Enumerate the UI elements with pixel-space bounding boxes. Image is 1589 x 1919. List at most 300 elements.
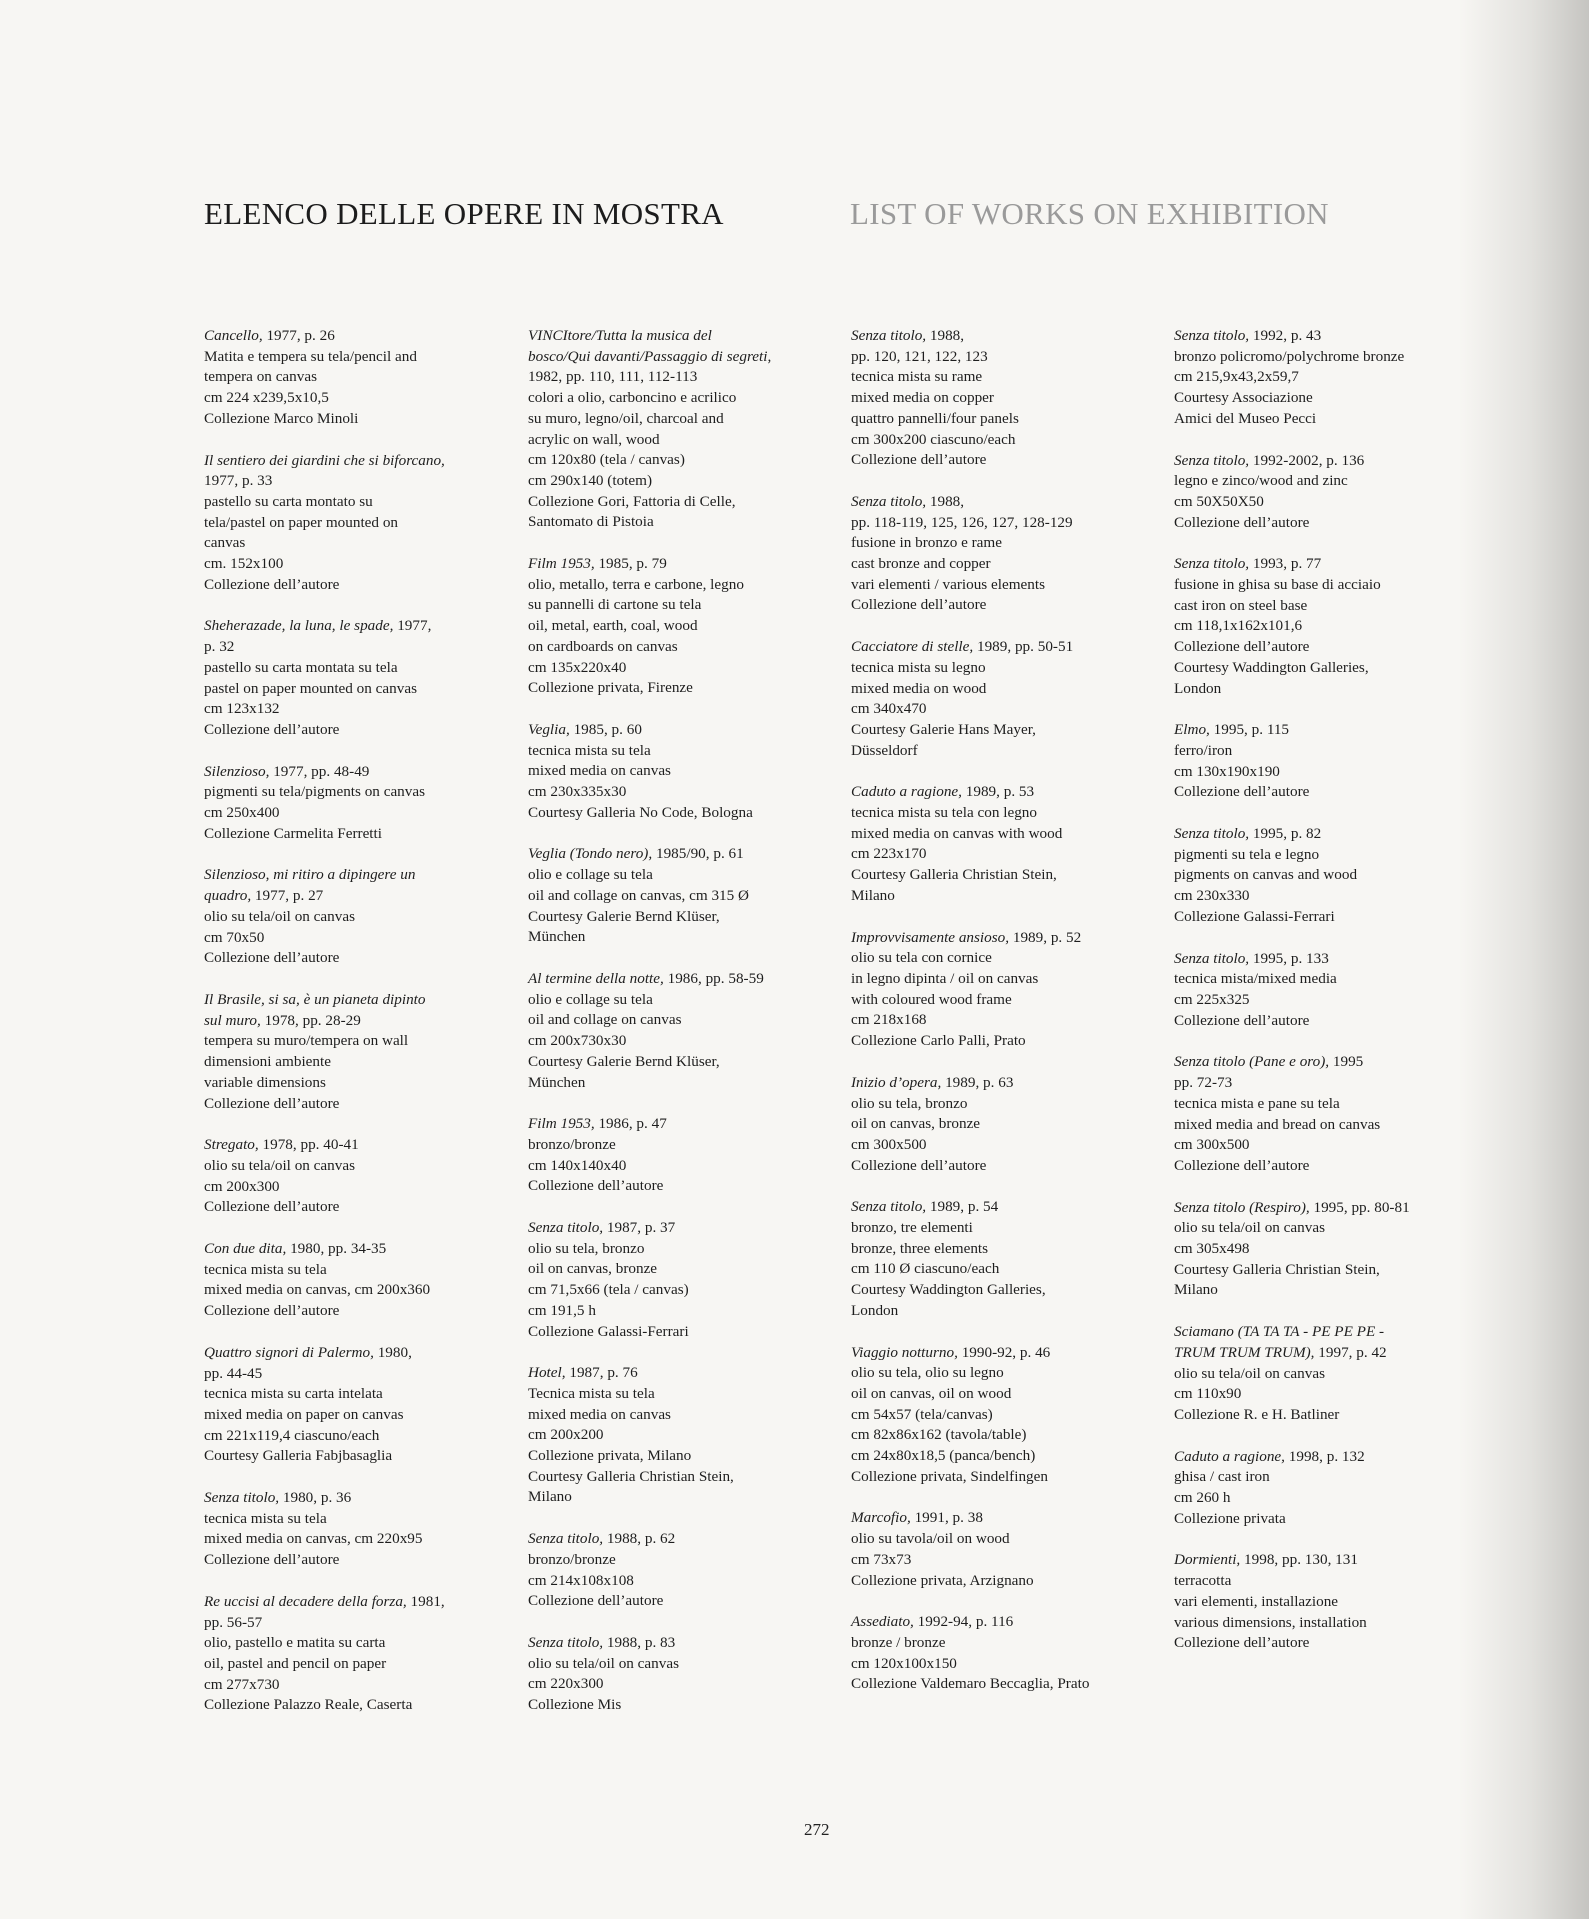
work-detail-line: pigmenti su tela/pigments on canvas bbox=[204, 783, 426, 801]
work-date-pages: 1977, p. 27 bbox=[251, 887, 324, 905]
work-detail-line: cm 110x90 bbox=[1174, 1385, 1242, 1403]
work-entry bbox=[851, 928, 1146, 1052]
work-detail-line: fusione in bronzo e rame bbox=[851, 534, 1002, 552]
work-entry bbox=[528, 720, 823, 824]
work-title: Re uccisi al decadere della forza, bbox=[204, 1592, 407, 1610]
work-detail-line: cm 223x170 bbox=[851, 845, 927, 863]
work-title: Quattro signori di Palermo, bbox=[204, 1343, 374, 1361]
work-title-line bbox=[204, 1613, 499, 1634]
work-date-pages: pp. 56-57 bbox=[204, 1613, 263, 1631]
work-detail-line: ferro/iron bbox=[1174, 741, 1233, 759]
work-entry bbox=[204, 616, 499, 740]
work-title-line bbox=[204, 990, 499, 1011]
work-detail-line: Collezione dell’autore bbox=[1174, 513, 1310, 531]
work-detail-line: pigmenti su tela e legno bbox=[1174, 845, 1320, 863]
work-entry bbox=[204, 326, 499, 430]
work-detail-line: oil on canvas, bronze bbox=[528, 1260, 658, 1278]
work-entry bbox=[528, 326, 823, 533]
work-title-line bbox=[851, 326, 1146, 347]
work-date-pages: 1997, p. 42 bbox=[1314, 1343, 1387, 1361]
work-title: Senza titolo, bbox=[528, 1219, 604, 1237]
work-title-line bbox=[204, 1343, 499, 1364]
work-title-line bbox=[851, 1343, 1146, 1364]
work-title: sul muro, bbox=[204, 1011, 261, 1029]
work-detail-line: Collezione dell’autore bbox=[528, 1177, 664, 1195]
work-detail-line: cast iron on steel base bbox=[1174, 596, 1308, 614]
work-date-pages: 1985, p. 79 bbox=[594, 555, 667, 573]
work-detail-line: oil on canvas, bronze bbox=[851, 1115, 981, 1133]
work-title-line bbox=[1174, 554, 1469, 575]
work-title: Il sentiero dei giardini che si biforcano, bbox=[204, 451, 445, 469]
work-detail-line: Collezione dell’autore bbox=[851, 596, 987, 614]
work-entry bbox=[1174, 824, 1469, 928]
work-title: Dormienti, bbox=[1174, 1551, 1241, 1569]
work-entry bbox=[851, 1073, 1146, 1177]
work-title: Caduto a ragione, bbox=[1174, 1447, 1285, 1465]
work-title: Il Brasile, si sa, è un pianeta dipinto bbox=[204, 990, 426, 1008]
work-date-pages: 1986, p. 47 bbox=[594, 1115, 667, 1133]
work-entry bbox=[204, 865, 499, 969]
work-entry bbox=[204, 1592, 499, 1716]
work-detail-line: Collezione dell’autore bbox=[204, 720, 340, 738]
work-title-line bbox=[1174, 1322, 1469, 1343]
work-detail-line: Collezione Valdemaro Beccaglia, Prato bbox=[851, 1675, 1090, 1693]
work-title-line bbox=[528, 969, 823, 990]
work-detail-line: Collezione privata bbox=[1174, 1509, 1286, 1527]
work-detail-line: ghisa / cast iron bbox=[1174, 1468, 1270, 1486]
book-gutter-shadow bbox=[1459, 0, 1589, 1919]
work-entry bbox=[528, 1114, 823, 1197]
work-entry bbox=[204, 762, 499, 845]
work-title: Senza titolo, bbox=[204, 1489, 280, 1507]
work-detail-line: cm 54x57 (tela/canvas) bbox=[851, 1405, 993, 1423]
work-entry bbox=[528, 1529, 823, 1612]
work-detail-line: cm. 152x100 bbox=[204, 555, 284, 573]
work-title-line bbox=[1174, 1073, 1469, 1094]
work-title-line bbox=[1174, 824, 1469, 845]
work-title-line bbox=[204, 762, 499, 783]
work-detail-line: dimensioni ambiente bbox=[204, 1053, 331, 1071]
work-detail-line: cm 200x730x30 bbox=[528, 1032, 627, 1050]
work-title-line bbox=[528, 1633, 823, 1654]
work-detail-line: cm 250x400 bbox=[204, 804, 280, 822]
work-title-line bbox=[1174, 1550, 1469, 1571]
work-detail-line: London bbox=[1174, 679, 1222, 697]
work-detail-line: cm 24x80x18,5 (panca/bench) bbox=[851, 1447, 1036, 1465]
work-date-pages: 1980, bbox=[373, 1343, 412, 1361]
work-date-pages: 1995, p. 82 bbox=[1249, 825, 1322, 843]
work-detail-line: Collezione Marco Minoli bbox=[204, 409, 359, 427]
work-title: Senza titolo, bbox=[1174, 825, 1250, 843]
work-entry bbox=[528, 844, 823, 948]
work-detail-line: Collezione Palazzo Reale, Caserta bbox=[204, 1696, 413, 1714]
work-detail-line: Courtesy Galleria Christian Stein, bbox=[851, 866, 1057, 884]
work-date-pages: 1977, bbox=[393, 617, 432, 635]
work-title: Senza titolo, bbox=[1174, 451, 1250, 469]
work-date-pages: pp. 44-45 bbox=[204, 1364, 263, 1382]
work-detail-line: oil, metal, earth, coal, wood bbox=[528, 617, 698, 635]
work-title-line bbox=[528, 326, 823, 347]
work-entry bbox=[528, 969, 823, 1093]
work-date-pages: 1998, p. 132 bbox=[1284, 1447, 1365, 1465]
work-entry bbox=[1174, 1447, 1469, 1530]
work-date-pages: 1995, p. 115 bbox=[1209, 721, 1290, 739]
work-detail-line: oil and collage on canvas, cm 315 Ø bbox=[528, 886, 749, 904]
work-title-line bbox=[204, 865, 499, 886]
work-detail-line: Collezione dell’autore bbox=[204, 1302, 340, 1320]
work-entry bbox=[851, 1343, 1146, 1488]
work-date-pages: 1988, bbox=[926, 327, 965, 344]
work-date-pages: 1990-92, p. 46 bbox=[957, 1343, 1051, 1361]
work-entry bbox=[851, 1612, 1146, 1695]
work-title-line bbox=[851, 1508, 1146, 1529]
work-detail-line: pastel on paper mounted on canvas bbox=[204, 679, 417, 697]
work-detail-line: terracotta bbox=[1174, 1572, 1232, 1590]
work-title: quadro, bbox=[204, 887, 252, 905]
work-title: bosco/Qui davanti/Passaggio di segreti, bbox=[528, 347, 772, 365]
work-title: Veglia, bbox=[528, 720, 570, 738]
work-title-line bbox=[1174, 451, 1469, 472]
work-date-pages: 1989, p. 53 bbox=[961, 783, 1035, 801]
work-detail-line: Collezione dell’autore bbox=[204, 1094, 340, 1112]
work-detail-line: various dimensions, installation bbox=[1174, 1613, 1367, 1631]
work-title-line bbox=[1174, 720, 1469, 741]
work-date-pages: 1988, p. 62 bbox=[603, 1530, 676, 1548]
work-title-line bbox=[528, 347, 823, 368]
work-detail-line: bronzo/bronze bbox=[528, 1550, 616, 1568]
work-detail-line: olio su tela, bronzo bbox=[528, 1239, 645, 1257]
work-title: Senza titolo, bbox=[1174, 555, 1250, 573]
work-title: Senza titolo, bbox=[528, 1633, 604, 1651]
work-detail-line: tecnica mista su tela bbox=[528, 741, 651, 759]
work-detail-line: Collezione R. e H. Batliner bbox=[1174, 1405, 1340, 1423]
work-title-line bbox=[528, 720, 823, 741]
work-detail-line: bronzo policromo/polychrome bronze bbox=[1174, 347, 1405, 365]
work-detail-line: mixed media on canvas with wood bbox=[851, 824, 1063, 842]
work-title: Viaggio notturno, bbox=[851, 1343, 958, 1361]
work-entry bbox=[1174, 451, 1469, 534]
work-title: Senza titolo, bbox=[1174, 327, 1250, 344]
work-detail-line: Collezione Galassi-Ferrari bbox=[528, 1322, 689, 1340]
work-date-pages: 1981, bbox=[406, 1592, 445, 1610]
work-date-pages: 1989, p. 63 bbox=[941, 1073, 1014, 1091]
work-detail-line: on cardboards on canvas bbox=[528, 637, 678, 655]
work-title-line bbox=[851, 1073, 1146, 1094]
work-entry bbox=[1174, 554, 1469, 699]
work-entry bbox=[851, 637, 1146, 761]
work-detail-line: Collezione dell’autore bbox=[204, 1551, 340, 1569]
work-detail-line: cm 135x220x40 bbox=[528, 658, 627, 676]
work-entry bbox=[1174, 326, 1469, 430]
work-title: Senza titolo, bbox=[1174, 949, 1250, 967]
work-title: Marcofio, bbox=[851, 1509, 911, 1527]
work-title: Cancello, bbox=[204, 327, 263, 344]
work-title: Senza titolo, bbox=[851, 492, 927, 510]
work-detail-line: Collezione Carlo Palli, Prato bbox=[851, 1032, 1026, 1050]
work-detail-line: Collezione dell’autore bbox=[851, 1156, 987, 1174]
work-detail-line: olio su tela/oil on canvas bbox=[528, 1654, 679, 1672]
work-detail-line: München bbox=[528, 1073, 586, 1091]
work-detail-line: olio su tela/oil on canvas bbox=[204, 907, 355, 925]
work-title-line bbox=[204, 451, 499, 472]
work-title: Senza titolo, bbox=[851, 327, 927, 344]
work-detail-line: Collezione Galassi-Ferrari bbox=[1174, 907, 1335, 925]
work-title-line bbox=[528, 1114, 823, 1135]
work-entry bbox=[528, 1363, 823, 1508]
work-detail-line: olio, metallo, terra e carbone, legno bbox=[528, 575, 744, 593]
work-detail-line: pastello su carta montato su bbox=[204, 492, 373, 510]
work-title-line bbox=[204, 326, 499, 347]
work-detail-line: olio e collage su tela bbox=[528, 866, 653, 884]
work-detail-line: mixed media on wood bbox=[851, 679, 987, 697]
work-date-pages: 1989, p. 54 bbox=[926, 1198, 999, 1216]
work-detail-line: olio su tavola/oil on wood bbox=[851, 1530, 1010, 1548]
work-detail-line: Collezione dell’autore bbox=[1174, 638, 1310, 656]
work-title-line bbox=[851, 637, 1146, 658]
work-detail-line: Courtesy Galerie Bernd Klüser, bbox=[528, 1052, 720, 1070]
work-detail-line: olio su tela con cornice bbox=[851, 949, 992, 967]
work-detail-line: su pannelli di cartone su tela bbox=[528, 596, 702, 614]
work-detail-line: olio su tela/oil on canvas bbox=[204, 1156, 355, 1174]
work-date-pages: 1991, p. 38 bbox=[910, 1509, 983, 1527]
work-detail-line: Courtesy Galerie Hans Mayer, bbox=[851, 720, 1036, 738]
work-title: Elmo, bbox=[1174, 721, 1210, 739]
work-date-pages: 1995 bbox=[1329, 1053, 1364, 1071]
work-detail-line: tecnica mista su legno bbox=[851, 658, 986, 676]
work-entry bbox=[1174, 1198, 1469, 1302]
work-detail-line: cm 70x50 bbox=[204, 928, 265, 946]
work-date-pages: 1977, p. 26 bbox=[262, 327, 335, 344]
work-title-line bbox=[851, 1197, 1146, 1218]
work-detail-line: legno e zinco/wood and zinc bbox=[1174, 472, 1348, 490]
work-detail-line: Collezione dell’autore bbox=[204, 575, 340, 593]
work-detail-line: Courtesy Galleria Christian Stein, bbox=[1174, 1260, 1380, 1278]
work-entry bbox=[528, 554, 823, 699]
work-detail-line: Santomato di Pistoia bbox=[528, 513, 654, 531]
work-date-pages: p. 32 bbox=[204, 638, 235, 656]
work-date-pages: 1986, pp. 58-59 bbox=[663, 969, 764, 987]
work-entry bbox=[1174, 1322, 1469, 1426]
work-title-line bbox=[851, 513, 1146, 534]
work-detail-line: cm 300x500 bbox=[851, 1135, 927, 1153]
work-detail-line: Courtesy Waddington Galleries, bbox=[1174, 658, 1369, 676]
work-detail-line: tempera on canvas bbox=[204, 368, 318, 386]
work-title-line bbox=[204, 1135, 499, 1156]
work-date-pages: 1995, pp. 80-81 bbox=[1309, 1198, 1410, 1216]
work-title: Silenzioso, bbox=[204, 762, 270, 780]
work-title-line bbox=[851, 928, 1146, 949]
work-title-line bbox=[851, 347, 1146, 368]
work-detail-line: cm 200x300 bbox=[204, 1177, 280, 1195]
works-column-4 bbox=[1174, 326, 1469, 1675]
work-detail-line: tempera su muro/tempera on wall bbox=[204, 1032, 409, 1050]
work-detail-line: cm 218x168 bbox=[851, 1011, 927, 1029]
work-entry bbox=[204, 1135, 499, 1218]
work-date-pages: 1978, pp. 40-41 bbox=[258, 1136, 359, 1154]
work-detail-line: cm 50X50X50 bbox=[1174, 492, 1264, 510]
work-detail-line: Milano bbox=[851, 886, 895, 904]
work-title: Film 1953, bbox=[528, 555, 595, 573]
work-entry bbox=[851, 782, 1146, 906]
work-title-line bbox=[528, 554, 823, 575]
work-detail-line: Collezione Mis bbox=[528, 1696, 622, 1714]
work-date-pages: 1987, p. 76 bbox=[565, 1364, 638, 1382]
work-entry bbox=[851, 1508, 1146, 1591]
work-date-pages: 1993, p. 77 bbox=[1249, 555, 1322, 573]
work-detail-line: cm 120x100x150 bbox=[851, 1654, 957, 1672]
work-detail-line: mixed media and bread on canvas bbox=[1174, 1115, 1381, 1133]
work-detail-line: oil, pastel and pencil on paper bbox=[204, 1654, 387, 1672]
work-detail-line: Milano bbox=[528, 1488, 572, 1506]
work-detail-line: Collezione dell’autore bbox=[1174, 1011, 1310, 1029]
work-detail-line: Collezione Gori, Fattoria di Celle, bbox=[528, 492, 736, 510]
work-date-pages: 1989, pp. 50-51 bbox=[973, 638, 1074, 656]
work-title: Stregato, bbox=[204, 1136, 259, 1154]
work-detail-line: mixed media on canvas, cm 200x360 bbox=[204, 1281, 431, 1299]
work-detail-line: cm 130x190x190 bbox=[1174, 762, 1280, 780]
work-detail-line: Amici del Museo Pecci bbox=[1174, 409, 1317, 427]
work-date-pages: pp. 72-73 bbox=[1174, 1074, 1233, 1092]
work-detail-line: Collezione dell’autore bbox=[1174, 1156, 1310, 1174]
work-title-line bbox=[1174, 1343, 1469, 1364]
work-detail-line: cm 214x108x108 bbox=[528, 1571, 634, 1589]
work-title-line bbox=[1174, 1198, 1469, 1219]
work-entry bbox=[204, 451, 499, 596]
work-entry bbox=[851, 492, 1146, 616]
work-title-line bbox=[1174, 1447, 1469, 1468]
work-detail-line: Collezione privata, Sindelfingen bbox=[851, 1467, 1048, 1485]
work-title-line bbox=[204, 1592, 499, 1613]
work-title-line bbox=[851, 782, 1146, 803]
work-detail-line: cm 305x498 bbox=[1174, 1240, 1250, 1258]
work-detail-line: München bbox=[528, 928, 586, 946]
work-date-pages: 1977, p. 33 bbox=[204, 472, 273, 490]
work-detail-line: tecnica mista su tela bbox=[204, 1260, 327, 1278]
work-detail-line: London bbox=[851, 1301, 899, 1319]
work-date-pages: 1989, p. 52 bbox=[1009, 928, 1082, 946]
work-entry bbox=[204, 1343, 499, 1467]
work-date-pages: 1992-2002, p. 136 bbox=[1249, 451, 1365, 469]
work-title-line bbox=[204, 1011, 499, 1032]
work-detail-line: oil and collage on canvas bbox=[528, 1011, 682, 1029]
work-detail-line: cast bronze and copper bbox=[851, 555, 991, 573]
work-detail-line: cm 73x73 bbox=[851, 1550, 912, 1568]
work-title-line bbox=[204, 471, 499, 492]
work-entry bbox=[851, 326, 1146, 471]
work-date-pages: 1988, bbox=[926, 492, 965, 510]
work-detail-line: Collezione dell’autore bbox=[204, 949, 340, 967]
work-detail-line: Collezione Carmelita Ferretti bbox=[204, 824, 382, 842]
work-title: Senza titolo (Pane e oro), bbox=[1174, 1053, 1330, 1071]
work-detail-line: quattro pannelli/four panels bbox=[851, 409, 1019, 427]
work-detail-line: tecnica mista e pane su tela bbox=[1174, 1094, 1340, 1112]
work-detail-line: cm 200x200 bbox=[528, 1426, 604, 1444]
work-title: Silenzioso, mi ritiro a dipingere un bbox=[204, 866, 416, 884]
work-title: Improvvisamente ansioso, bbox=[851, 928, 1010, 946]
work-detail-line: tecnica mista/mixed media bbox=[1174, 970, 1337, 988]
work-detail-line: cm 191,5 h bbox=[528, 1301, 596, 1319]
work-title-line bbox=[1174, 1052, 1469, 1073]
work-entry bbox=[1174, 1550, 1469, 1654]
work-title-line bbox=[851, 1612, 1146, 1633]
work-date-pages: 1998, pp. 130, 131 bbox=[1240, 1551, 1358, 1569]
work-detail-line: olio su tela/oil on canvas bbox=[1174, 1364, 1325, 1382]
work-detail-line: cm 215,9x43,2x59,7 bbox=[1174, 368, 1299, 386]
work-entry bbox=[204, 1239, 499, 1322]
work-detail-line: olio su tela, olio su legno bbox=[851, 1364, 1004, 1382]
work-detail-line: in legno dipinta / oil on canvas bbox=[851, 969, 1039, 987]
work-title: Al termine della notte, bbox=[528, 969, 664, 987]
work-date-pages: 1987, p. 37 bbox=[603, 1219, 676, 1237]
work-detail-line: canvas bbox=[204, 534, 246, 552]
work-date-pages: 1995, p. 133 bbox=[1249, 949, 1329, 967]
work-detail-line: bronze, three elements bbox=[851, 1239, 989, 1257]
work-detail-line: pigments on canvas and wood bbox=[1174, 866, 1358, 884]
work-detail-line: bronze / bronze bbox=[851, 1633, 946, 1651]
work-detail-line: tecnica mista su rame bbox=[851, 368, 983, 386]
work-title: Sheherazade, la luna, le spade, bbox=[204, 617, 394, 635]
work-title: Hotel, bbox=[528, 1364, 566, 1382]
work-detail-line: cm 230x335x30 bbox=[528, 783, 627, 801]
work-detail-line: vari elementi / various elements bbox=[851, 575, 1045, 593]
work-detail-line: mixed media on canvas bbox=[528, 1405, 671, 1423]
work-title-line bbox=[1174, 949, 1469, 970]
work-detail-line: cm 123x132 bbox=[204, 700, 280, 718]
work-date-pages: 1978, pp. 28-29 bbox=[260, 1011, 361, 1029]
work-detail-line: vari elementi, installazione bbox=[1174, 1592, 1339, 1610]
work-detail-line: cm 230x330 bbox=[1174, 887, 1250, 905]
works-column-1 bbox=[204, 326, 499, 1737]
work-date-pages: pp. 120, 121, 122, 123 bbox=[851, 347, 988, 365]
work-title-line bbox=[204, 637, 499, 658]
page-number: 272 bbox=[804, 1820, 830, 1839]
work-detail-line: bronzo/bronze bbox=[528, 1135, 616, 1153]
work-detail-line: cm 300x200 ciascuno/each bbox=[851, 430, 1016, 448]
work-detail-line: Courtesy Galleria Fabjbasaglia bbox=[204, 1447, 393, 1465]
work-detail-line: tecnica mista su carta intelata bbox=[204, 1385, 383, 1403]
work-detail-line: cm 220x300 bbox=[528, 1675, 604, 1693]
work-detail-line: fusione in ghisa su base di acciaio bbox=[1174, 576, 1381, 594]
work-title-line bbox=[204, 1239, 499, 1260]
work-date-pages: 1985, p. 60 bbox=[569, 720, 642, 738]
work-title: Veglia (Tondo nero), bbox=[528, 845, 653, 863]
work-title: Inizio d’opera, bbox=[851, 1073, 942, 1091]
work-detail-line: Collezione privata, Milano bbox=[528, 1447, 692, 1465]
work-detail-line: olio, pastello e matita su carta bbox=[204, 1634, 386, 1652]
work-detail-line: Tecnica mista su tela bbox=[528, 1384, 655, 1402]
work-detail-line: mixed media on canvas, cm 220x95 bbox=[204, 1530, 423, 1548]
work-detail-line: Courtesy Galerie Bernd Klüser, bbox=[528, 907, 720, 925]
work-detail-line: with coloured wood frame bbox=[851, 990, 1012, 1008]
work-detail-line: Collezione dell’autore bbox=[1174, 1634, 1310, 1652]
work-entry bbox=[1174, 720, 1469, 803]
work-entry bbox=[1174, 949, 1469, 1032]
work-detail-line: tecnica mista su tela bbox=[204, 1509, 327, 1527]
work-title-line bbox=[528, 1529, 823, 1550]
work-detail-line: cm 277x730 bbox=[204, 1675, 280, 1693]
work-title: Senza titolo, bbox=[528, 1530, 604, 1548]
work-title: Senza titolo, bbox=[851, 1198, 927, 1216]
work-title: Caduto a ragione, bbox=[851, 783, 962, 801]
work-detail-line: mixed media on canvas bbox=[528, 762, 671, 780]
work-detail-line: bronzo, tre elementi bbox=[851, 1219, 973, 1237]
work-title-line bbox=[204, 886, 499, 907]
title-italian: ELENCO DELLE OPERE IN MOSTRA bbox=[204, 196, 724, 231]
work-detail-line: Düsseldorf bbox=[851, 741, 918, 759]
work-title-line bbox=[528, 844, 823, 865]
work-detail-line: acrylic on wall, wood bbox=[528, 430, 660, 448]
work-title: VINCItore/Tutta la musica del bbox=[528, 327, 712, 344]
